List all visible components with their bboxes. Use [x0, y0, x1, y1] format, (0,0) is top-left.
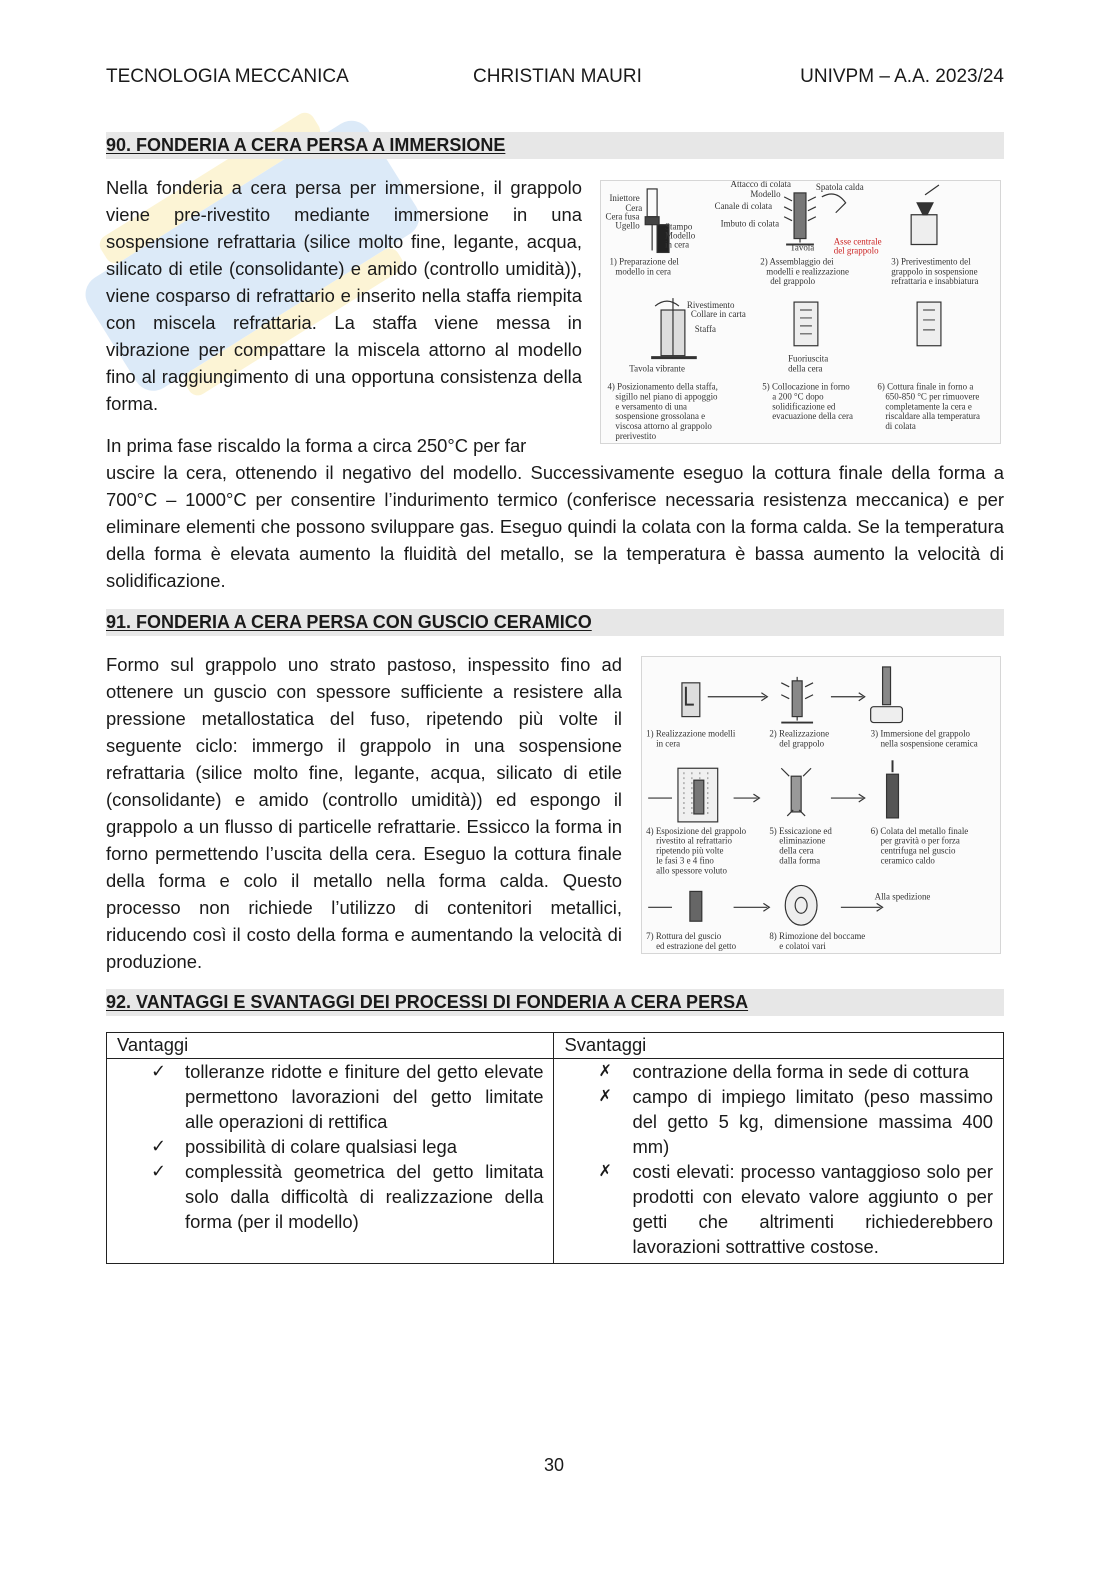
table-header-disadvantages: Svantaggi — [554, 1033, 1004, 1059]
label-rivestimento: Rivestimento — [686, 300, 735, 311]
fig2-step-5: 5) Essicazione ed eliminazione della cera dalla forma — [769, 825, 832, 866]
advantages-disadvantages-table — [106, 1032, 1004, 1264]
step-6-caption: 6) Cottura finale in forno a 650-850 °C per rimuovere completamente la cera e riscaldare alla temperatura di colata — [877, 381, 980, 432]
disadvantage-item: ✗ contrazione della forma in sede di cottura — [598, 1061, 969, 1082]
label-tavola-vibrante: Tavola vibrante — [629, 363, 685, 374]
cross-icon: ✗ — [598, 1063, 612, 1080]
check-icon: ✓ — [151, 1061, 167, 1081]
header-author: CHRISTIAN MAURI — [473, 66, 642, 87]
label-canale: Canale di colata — [714, 200, 773, 211]
advantages-cell — [107, 1059, 554, 1264]
section-90-paragraph-2b: uscire la cera, ottenendo il negativo del modello. Successivamente eseguo la cottura finale della forma a 700°C – 1000°C per consentire l’indurimento termico (conferisce necessaria resistenza meccanica) e per eliminare elementi che possono sviluppare gas. Eseguo quindi la colata con la forma calda. Se la temperatura della forma è elevata aumento la fluidità del metallo, se la temperatura è bassa aumento la velocità di solidificazione. — [106, 462, 1004, 591]
label-fuoriuscita-1: Fuoriuscita — [788, 353, 829, 364]
disadvantage-item: ✗ costi elevati: processo vantaggioso solo per prodotti con elevato valore aggiunto o per getti che altrimenti richiederebbero lavorazioni sottrattive costose. — [598, 1161, 993, 1257]
check-icon: ✓ — [151, 1136, 167, 1156]
cross-icon: ✗ — [598, 1163, 612, 1180]
label-fuoriuscita-2: della cera — [788, 363, 823, 374]
advantage-item: ✓ possibilità di colare qualsiasi lega — [151, 1136, 457, 1157]
label-asse-2: del grappolo — [833, 245, 879, 256]
label-modello: Modello — [665, 230, 696, 241]
section-90-title: 90. FONDERIA A CERA PERSA A IMMERSIONE — [106, 132, 1004, 159]
label-asse-1: Asse centrale — [833, 236, 882, 247]
step-1-caption: 1) Preparazione del modello in cera — [609, 256, 679, 277]
label-in-cera: in cera — [665, 239, 690, 250]
label-imbuto: Imbuto di colata — [720, 218, 780, 229]
figure-ceramic-shell-process — [641, 656, 1001, 954]
label-spatola: Spatola calda — [815, 181, 864, 192]
disadvantage-item: ✗ campo di impiego limitato (peso massimo del getto 5 kg, dimensione massima 400 mm) — [598, 1086, 993, 1157]
label-ugello: Ugello — [615, 220, 640, 231]
section-91-title: 91. FONDERIA A CERA PERSA CON GUSCIO CERAMICO — [106, 609, 1004, 636]
fig2-step-8: 8) Rimozione del boccame e colatoi vari — [769, 931, 866, 952]
fig2-step-7: 7) Rottura del guscio ed estrazione del getto — [646, 931, 737, 952]
label-cera-fusa: Cera fusa — [605, 211, 640, 222]
section-92-title: 92. VANTAGGI E SVANTAGGI DEI PROCESSI DI FONDERIA A CERA PERSA — [106, 989, 1004, 1016]
header-course: TECNOLOGIA MECCANICA — [106, 66, 349, 87]
step-4-caption: 4) Posizionamento della staffa, sigillo nel piano di appoggio e versamento di una sospensione grossolana e viscosa attorno al grappolo prerivestito — [607, 381, 718, 442]
advantage-item: ✓ complessità geometrica del getto limitata solo dalla difficoltà di realizzazione della forma (per il modello) — [151, 1161, 544, 1232]
label-stampo: Stampo — [665, 221, 693, 232]
section-91-paragraph: Formo sul grappolo uno strato pastoso, inspessito fino ad ottenere un guscio con spessore sufficiente a resistere alla pressione metallostatica del fuso, ripetendo più volte il seguente ciclo: immergo il grappolo in una sospensione refrattaria (silice molto fine, legante, acqua, silicato di etile (consolidante) e amido (controllo umidità)) ed espongo il grappolo a un flusso di particelle refrattarie. Essicco la forma in forno permettendo l’uscita della cera. Eseguo la cottura finale della forma e colo il metallo nella forma calda. Questo processo non richiede l’utilizzo di contenitori metallici, riducendo così il costo della forma e aumentando la velocità di produzione. — [106, 654, 622, 972]
fig2-step-6: 6) Colata del metallo finale per gravità o per forza centrifuga nel guscio ceramico caldo — [870, 825, 969, 866]
page-number: 30 — [543, 1455, 565, 1475]
header-university: UNIVPM – A.A. 2023/24 — [800, 66, 1004, 87]
page-header — [106, 66, 1004, 92]
step-2-caption: 2) Assemblaggio dei modelli e realizzazione del grappolo — [760, 256, 849, 287]
fig2-shipping-label: Alla spedizione — [874, 891, 931, 902]
label-tavola: Tavola — [790, 242, 815, 253]
fig2-step-4: 4) Esposizione del grappolo rivestito al refrattario ripetendo più volte le fasi 3 e 4 fino allo spessore voluto — [646, 825, 747, 876]
section-90-paragraph-1: Nella fonderia a cera persa per immersione, il grappolo viene pre-rivestito mediante immersione in una sospensione refrattaria (silice molto fine, legante, acqua, silicato di etile (consolidante) e amido (controllo umidità)), viene cosparso di refrattario e inserito nella staffa riempita con miscela refrattaria. La staffa viene messa in vibrazione per compattare la miscela attorno al modello fino al raggiungimento di una opportuna consistenza della forma. — [106, 177, 582, 414]
step-3-caption: 3) Prerivestimento del grappolo in sospensione refrattaria e insabbiatura — [891, 256, 979, 287]
label-attacco: Attacco di colata — [730, 181, 791, 189]
label-cera: Cera — [625, 202, 643, 213]
fig2-step-1: 1) Realizzazione modelli in cera — [646, 728, 736, 749]
step-5-caption: 5) Collocazione in forno a 200 °C dopo solidificazione ed evacuazione della cera — [762, 381, 853, 422]
fig2-step-3: 3) Immersione del grappolo nella sospensione ceramica — [870, 728, 978, 749]
table-header-advantages: Vantaggi — [107, 1033, 554, 1059]
check-icon: ✓ — [151, 1161, 167, 1181]
cross-icon: ✗ — [598, 1088, 612, 1105]
disadvantages-cell — [554, 1059, 1004, 1264]
advantage-item: ✓ tolleranze ridotte e finiture del getto elevate permettono lavorazioni del getto limitate alle operazioni di rettifica — [151, 1061, 544, 1132]
figure-immersion-process — [600, 180, 1001, 444]
label-staffa: Staffa — [694, 323, 716, 334]
label-iniettore: Iniettore — [609, 192, 640, 203]
section-90-paragraph-2a: In prima fase riscaldo la forma a circa 250°C per far — [106, 435, 527, 456]
fig2-step-2: 2) Realizzazione del grappolo — [769, 728, 830, 749]
label-collare: Collare in carta — [690, 308, 746, 319]
label-modello-2: Modello — [750, 188, 781, 199]
